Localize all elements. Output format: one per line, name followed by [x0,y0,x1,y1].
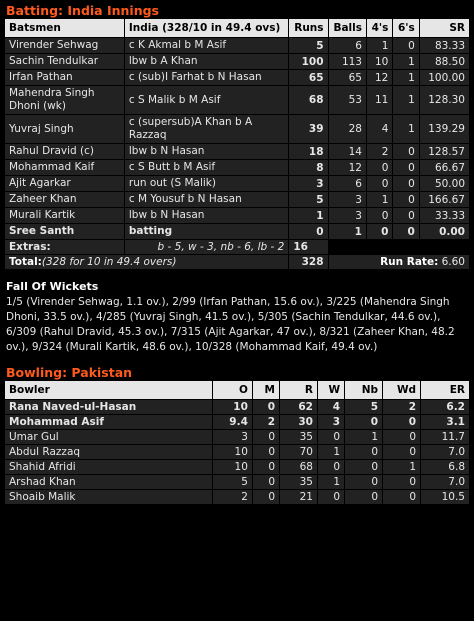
dismissal: batting [125,224,288,239]
batting-row [5,70,469,85]
run-rate-value: 6.60 [441,256,465,268]
balls: 14 [329,144,366,159]
balls: 6 [329,38,366,53]
economy-rate: 6.2 [421,400,469,414]
sixes: 0 [393,192,418,207]
run-rate-cell [329,255,469,269]
bowler-name: Abdul Razzaq [5,445,212,459]
noballs: 5 [345,400,382,414]
runs-conceded: 21 [280,490,317,504]
batting-row [5,86,469,114]
batting-row [5,192,469,207]
runs: 5 [289,38,327,53]
header-fours: 4's [367,19,392,37]
sixes: 0 [393,38,418,53]
runs-conceded: 70 [280,445,317,459]
batsman-name: Ajit Agarkar [5,176,124,191]
wides: 1 [383,460,420,474]
overs: 2 [213,490,252,504]
noballs: 0 [345,490,382,504]
bowling-title: Bowling: Pakistan [6,365,133,380]
strike-rate: 0.00 [420,224,469,239]
batsman-name: Zaheer Khan [5,192,124,207]
strike-rate: 166.67 [420,192,469,207]
bowler-name: Umar Gul [5,430,212,444]
dismissal: c M Yousuf b N Hasan [125,192,288,207]
batsman-name: Mohammad Kaif [5,160,124,175]
maidens: 0 [253,475,279,489]
header-er: ER [421,381,469,399]
header-maidens: M [253,381,279,399]
runs: 0 [289,224,327,239]
runs: 1 [289,208,327,223]
batting-row [5,144,469,159]
total-detail: (328 for 10 in 49.4 overs) [41,256,177,268]
overs: 10 [213,445,252,459]
wickets: 4 [318,400,344,414]
wides: 2 [383,400,420,414]
wides: 0 [383,430,420,444]
extras-detail: b - 5, w - 3, nb - 6, lb - 2 [125,240,288,254]
balls: 12 [329,160,366,175]
noballs: 0 [345,445,382,459]
fours: 12 [367,70,392,85]
extras-label: Extras: [5,240,124,254]
header-runs-conceded: R [280,381,317,399]
bowling-row [5,445,469,459]
wickets: 0 [318,460,344,474]
fours: 10 [367,54,392,69]
balls: 65 [329,70,366,85]
total-cell [5,255,288,269]
wickets: 1 [318,445,344,459]
sixes: 0 [393,144,418,159]
extras-spacer [329,240,469,254]
header-sr: SR [420,19,469,37]
bowling-table [4,380,470,505]
runs-conceded: 62 [280,400,317,414]
header-sixes: 6's [393,19,418,37]
sixes: 1 [393,86,418,114]
runs-conceded: 35 [280,430,317,444]
maidens: 0 [253,400,279,414]
batting-row [5,224,469,239]
fours: 1 [367,192,392,207]
runs-conceded: 30 [280,415,317,429]
runs: 5 [289,192,327,207]
strike-rate: 83.33 [420,38,469,53]
maidens: 2 [253,415,279,429]
sixes: 0 [393,176,418,191]
maidens: 0 [253,490,279,504]
header-batsmen: Batsmen [5,19,124,37]
header-noballs: Nb [345,381,382,399]
total-runs: 328 [289,255,327,269]
economy-rate: 11.7 [421,430,469,444]
fours: 0 [367,160,392,175]
overs: 10 [213,400,252,414]
bowling-row [5,400,469,414]
sixes: 0 [393,208,418,223]
dismissal: run out (S Malik) [125,176,288,191]
sixes: 1 [393,70,418,85]
strike-rate: 128.30 [420,86,469,114]
dismissal: lbw b A Khan [125,54,288,69]
dismissal: c (supersub)A Khan b A Razzaq [125,115,288,143]
bowler-name: Rana Naved-ul-Hasan [5,400,212,414]
bowler-name: Shoaib Malik [5,490,212,504]
runs: 8 [289,160,327,175]
strike-rate: 139.29 [420,115,469,143]
bowling-row [5,490,469,504]
economy-rate: 7.0 [421,445,469,459]
strike-rate: 50.00 [420,176,469,191]
economy-rate: 10.5 [421,490,469,504]
maidens: 0 [253,445,279,459]
fow-text: 1/5 (Virender Sehwag, 1.1 ov.), 2/99 (Irfan Pathan, 15.6 ov.), 3/225 (Mahendra Singh Dhoni, 33.5 ov.), 4/285 (Yuvraj Singh, 41.5 ov.), 5/305 (Sachin Tendulkar, 44.6 ov.), 6/309 (Rahul Dravid, 45.3 ov.), 7/315 (Ajit Agarkar, 47 ov.), 8/321 (Zaheer Khan, 48.2 ov.), 9/324 (Murali Kartik, 48.6 ov.), 10/328 (Mohammad Kaif, 49.4 ov.) [6,296,455,353]
runs: 18 [289,144,327,159]
batsman-name: Mahendra Singh Dhoni (wk) [5,86,124,114]
fours: 1 [367,38,392,53]
wickets: 3 [318,415,344,429]
bowler-name: Arshad Khan [5,475,212,489]
dismissal: c (sub)I Farhat b N Hasan [125,70,288,85]
overs: 9.4 [213,415,252,429]
header-bowler: Bowler [5,381,212,399]
run-rate-label: Run Rate: [380,256,439,268]
bowling-row [5,415,469,429]
sixes: 1 [393,54,418,69]
wides: 0 [383,490,420,504]
sixes: 1 [393,115,418,143]
header-overs: O [213,381,252,399]
header-balls: Balls [329,19,366,37]
extras-total: 16 [289,240,327,254]
header-wickets: W [318,381,344,399]
runs: 3 [289,176,327,191]
economy-rate: 7.0 [421,475,469,489]
bowler-name: Mohammad Asif [5,415,212,429]
balls: 1 [329,224,366,239]
noballs: 0 [345,415,382,429]
economy-rate: 6.8 [421,460,469,474]
batting-row [5,54,469,69]
bowling-row [5,460,469,474]
runs: 65 [289,70,327,85]
noballs: 0 [345,460,382,474]
dismissal: lbw b N Hasan [125,208,288,223]
strike-rate: 128.57 [420,144,469,159]
strike-rate: 100.00 [420,70,469,85]
runs: 39 [289,115,327,143]
batting-row [5,115,469,143]
balls: 3 [329,208,366,223]
runs-conceded: 35 [280,475,317,489]
batting-row [5,38,469,53]
total-label: Total: [9,256,42,268]
fours: 4 [367,115,392,143]
wickets: 0 [318,430,344,444]
dismissal: c S Butt b M Asif [125,160,288,175]
wides: 0 [383,445,420,459]
noballs: 1 [345,430,382,444]
dismissal: c S Malik b M Asif [125,86,288,114]
dismissal: lbw b N Hasan [125,144,288,159]
wides: 0 [383,475,420,489]
wickets: 1 [318,475,344,489]
strike-rate: 33.33 [420,208,469,223]
batting-table [4,18,470,270]
strike-rate: 88.50 [420,54,469,69]
sixes: 0 [393,160,418,175]
batsman-name: Sree Santh [5,224,124,239]
balls: 6 [329,176,366,191]
wickets: 0 [318,490,344,504]
header-innings: India (328/10 in 49.4 ovs) [125,19,288,37]
balls: 53 [329,86,366,114]
overs: 3 [213,430,252,444]
overs: 10 [213,460,252,474]
fours: 0 [367,208,392,223]
maidens: 0 [253,430,279,444]
dismissal: c K Akmal b M Asif [125,38,288,53]
batsman-name: Yuvraj Singh [5,115,124,143]
extras-row [5,240,469,254]
balls: 3 [329,192,366,207]
batting-row [5,176,469,191]
bowling-row [5,475,469,489]
maidens: 0 [253,460,279,474]
batsman-name: Irfan Pathan [5,70,124,85]
overs: 5 [213,475,252,489]
batsman-name: Virender Sehwag [5,38,124,53]
fours: 0 [367,224,392,239]
bowler-name: Shahid Afridi [5,460,212,474]
header-runs: Runs [289,19,327,37]
balls: 28 [329,115,366,143]
balls: 113 [329,54,366,69]
fours: 0 [367,176,392,191]
fours: 2 [367,144,392,159]
economy-rate: 3.1 [421,415,469,429]
wides: 0 [383,415,420,429]
strike-rate: 66.67 [420,160,469,175]
batting-row [5,160,469,175]
fours: 11 [367,86,392,114]
batting-title: Batting: India Innings [6,3,159,18]
batsman-name: Rahul Dravid (c) [5,144,124,159]
runs-conceded: 68 [280,460,317,474]
noballs: 0 [345,475,382,489]
runs: 68 [289,86,327,114]
batting-header-row [5,19,469,37]
total-row [5,255,469,269]
runs: 100 [289,54,327,69]
batsman-name: Sachin Tendulkar [5,54,124,69]
bowling-header-row [5,381,469,399]
batsman-name: Murali Kartik [5,208,124,223]
fow-title: Fall Of Wickets [6,280,99,293]
batting-row [5,208,469,223]
sixes: 0 [393,224,418,239]
header-wides: Wd [383,381,420,399]
bowling-row [5,430,469,444]
